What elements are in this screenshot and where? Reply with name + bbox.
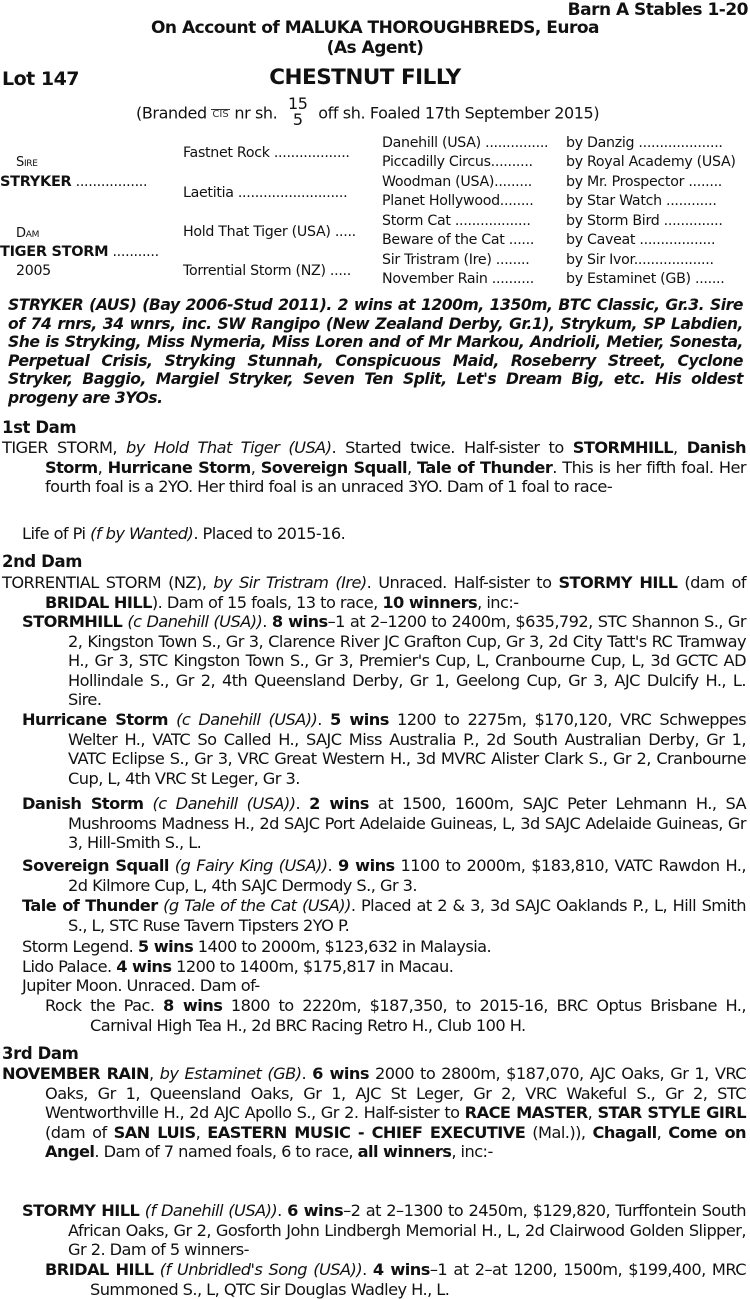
text: . Unraced. Half-sister to (366, 573, 559, 592)
foal-sire: (f by Wanted) (90, 524, 194, 543)
dam-sire: by Estaminet (GB) (159, 1064, 302, 1083)
horse-sire: (c Danehill (USA)) (152, 794, 296, 813)
gen4-3: by Star Watch ............ (566, 193, 717, 209)
horse-name: BRIDAL HILL (45, 1260, 154, 1279)
wins: 6 wins (312, 1064, 369, 1083)
wins: 6 wins (287, 1201, 344, 1220)
sibling: STORMHILL (572, 438, 674, 457)
horse-sire: (c Danehill (USA)) (127, 612, 263, 631)
brand-suffix: off sh. Foaled 17th September 2015) (318, 103, 600, 123)
sibling: Chagall (592, 1122, 657, 1142)
sibling: RACE MASTER (464, 1103, 588, 1123)
section-heading-3rd-dam: 3rd Dam (2, 1044, 79, 1063)
wins: 8 wins (271, 612, 328, 631)
gen3-7: November Rain .......... (382, 271, 534, 287)
dam-sire: by Hold That Tiger (USA) (126, 438, 332, 457)
fraction-bottom: 5 (292, 110, 303, 129)
agent-note: (As Agent) (326, 38, 424, 58)
text: . This is her fifth foal. Her fourth foal is a 2YO. Her third foal is an unraced 3YO. Dam of 1 foal to race- (45, 457, 747, 497)
horse-name: Storm Legend. (22, 937, 134, 956)
text: ). Dam of 15 foals, 13 to race, (151, 592, 383, 612)
text: . Dam of 7 named foals, 6 to race, (94, 1142, 358, 1162)
sire-summary: STRYKER (AUS) (Bay 2006-Stud 2011). 2 wins at 1200m, 1350m, BTC Classic, Gr.3. Sire of 74 rnrs, 34 wnrs, inc. SW Rangipo (New Zealand Derby, Gr.1), Strykum, SP Labdien, She is Stryking, Miss Nymeria, Miss Loren and of Mr Markou, Andrioli, Metier, Sonesta, Perpetual Crisis, Stryking Stunnah, Conspicuous Maid, Roseberry Street, Cyclone Stryker, Baggio, Margiel Stryker, Seven Ten Split, Let's Dream Big, etc. His oldest progeny are 3YOs. (8, 296, 743, 407)
gen4-name: by Caveat (566, 232, 636, 248)
record: 1100 to 2000m, $183,810, VATC Rawdon H., 2d Kilmore Cup, L, 4th SAJC Dermody S., Gr 3. (68, 856, 746, 895)
wins: 4 wins (372, 1260, 430, 1279)
record: –1 at 2–at 1200, 1500m, $199,400, MRC Summoned S., L, QTC Sir Douglas Wadley H., L. (90, 1260, 746, 1299)
text: . Started twice. Half-sister to (331, 438, 573, 457)
horse-name: STORMY HILL (22, 1201, 140, 1220)
brand-fraction (288, 96, 308, 128)
horse-sire: (g Tale of the Cat (USA)) (163, 896, 351, 915)
progeny-stormhill: STORMHILL (c Danehill (USA)). 8 wins–1 at 2–1200 to 2400m, $635,792, STC Shannon S., Gr 2, Kingston Town S., Gr 3, Clarence River JC Grafton Cup, Gr 3, 2d City Tatt's RC Tramway H., Gr 3, STC Kingston Town S., Gr 3, Premier's Cup, L, Cranbourne Cup, L, 3d GCTC AD Hollindale S., Gr 2, 4th Queensland Derby, Gr 1, Geelong Cup, Gr 3, AJC Dulcify H., L. Sire. (22, 612, 746, 710)
dam1-paragraph: TIGER STORM, by Hold That Tiger (USA). Started twice. Half-sister to STORMHILL, Danish Storm, Hurricane Storm, Sovereign Squall, Tale of Thunder. This is her fifth foal. Her fourth foal is a 2YO. Her third foal is an unraced 3YO. Dam of 1 foal to race- (2, 438, 747, 497)
gen3-6: Sir Tristram (Ire) ........ (382, 252, 530, 268)
gen3-1: Piccadilly Circus.......... (382, 154, 533, 170)
progeny-danish-storm: Danish Storm (c Danehill (USA)). 2 wins at 1500, 1600m, SAJC Peter Lehmann H., SA Mushrooms Madness H., 2d SAJC Port Adelaide Guineas, L, 3d SAJC Adelaide Guineas, Gr 3, Hill-Smith S., L. (22, 794, 747, 853)
gen3-5: Beware of the Cat ...... (382, 232, 535, 248)
brand-mark-icon: CIS (212, 108, 229, 120)
horse-name: Danish Storm (22, 794, 144, 813)
wins: 5 wins (137, 937, 194, 956)
gen3-name: Storm Cat (382, 213, 451, 229)
gen3-name: Piccadilly Circus (382, 154, 491, 170)
foal-name: Life of Pi (22, 524, 86, 543)
gen3-name: Danehill (USA) (382, 135, 481, 151)
sibling: SAN LUIS (113, 1122, 196, 1142)
progeny-rock-the-pac (2, 996, 746, 1035)
gen3-name: Beware of the Cat (382, 232, 505, 248)
brand-mid: nr sh. (234, 103, 278, 123)
gen4-name: by Danzig (566, 135, 635, 151)
dam-name: TORRENTIAL STORM (NZ), (2, 573, 207, 592)
horse-name: Sovereign Squall (22, 856, 169, 875)
horse-name: STORMHILL (22, 612, 123, 631)
record: at 1500, 1600m, SAJC Peter Lehmann H., SA Mushrooms Madness H., 2d SAJC Port Adelaide Guineas, L, 3d SAJC Adelaide Guineas, Gr 3, Hill-Smith S., L. (68, 794, 747, 853)
progeny-stormy-hill: STORMY HILL (f Danehill (USA)). 6 wins–2 at 2–1300 to 2450m, $129,820, Turffontein South African Oaks, Gr 2, Gosforth John Lindbergh Memorial H., L, 2d Clairwood Golden Slipper, Gr 2. Dam of 5 winners- (22, 1201, 746, 1260)
section-heading-2nd-dam: 2nd Dam (2, 552, 83, 571)
dam-name: TIGER STORM, (2, 438, 117, 457)
wins: 8 wins (163, 996, 223, 1015)
gen2-name: Laetitia (183, 185, 234, 201)
progeny-lido-palace (22, 957, 746, 977)
page-title: CHESTNUT FILLY (269, 65, 461, 90)
gen3-3: Planet Hollywood........ (382, 193, 534, 209)
progeny-storm-legend (22, 937, 746, 957)
gen2-0: Fastnet Rock .................. (183, 145, 350, 161)
pedigree-table (0, 136, 750, 292)
sibling: EASTERN MUSIC - CHIEF EXECUTIVE (207, 1122, 526, 1142)
horse-sire: (g Fairy King (USA)) (174, 856, 328, 875)
sibling: STORMY HILL (558, 573, 678, 592)
gen4-name: by Sir Ivor (566, 252, 634, 268)
record: 1400 to 2000m, $123,632 in Malaysia. (193, 937, 492, 956)
record: 1200 to 1400m, $175,817 in Macau. (171, 957, 454, 976)
record: . Placed at 2 & 3, 3d SAJC Oaklands P., L, Hill Smith S., L, STC Ruse Tavern Tipsters 2YO P. (68, 896, 746, 935)
sibling: Come on Angel (45, 1122, 746, 1162)
sire-name-cell: STRYKER ................. (0, 174, 148, 190)
text: (Mal.)), (525, 1122, 593, 1142)
gen4-6: by Sir Ivor................... (566, 252, 714, 268)
fraction-top: 15 (288, 94, 308, 113)
record: 1800 to 2220m, $187,350, to 2015-16, BRC Optus Brisbane H., Carnival High Tea H., 2d BRC Racing Retro H., Club 100 H. (90, 996, 746, 1035)
text: . Placed to 2015-16. (193, 524, 346, 543)
wins: 9 wins (338, 856, 395, 875)
gen4-0: by Danzig .................... (566, 135, 723, 151)
dam-label: Dam (16, 226, 40, 241)
brand-line (136, 94, 600, 130)
vendor-line: On Account of MALUKA THOROUGHBREDS, Euroa (150, 18, 599, 38)
brand-prefix: (Branded (136, 103, 207, 123)
gen3-name: Sir Tristram (Ire) (382, 252, 492, 268)
dam-name: NOVEMBER RAIN (2, 1064, 149, 1083)
text: 2000 to 2800m, $187,070, AJC Oaks, Gr 1, VRC Oaks, Gr 1, Queensland Oaks, Gr 1, AJC St Leger, Gr 2, VRC Wakeful S., Gr 2, STC Wentworthville H., 2d AJC Apollo S., Gr 2. Half-sister to (45, 1064, 746, 1123)
horse-name: Lido Palace. (22, 957, 112, 976)
gen2-3: Torrential Storm (NZ) ..... (183, 263, 351, 279)
text: (dam of (677, 573, 746, 592)
sire-name: STRYKER (0, 174, 72, 190)
wins: 2 wins (309, 794, 369, 813)
progeny-sovereign-squall: Sovereign Squall (g Fairy King (USA)). 9 wins 1100 to 2000m, $183,810, VATC Rawdon H., 2d Kilmore Cup, L, 4th SAJC Dermody S., Gr 3. (22, 856, 746, 895)
dam-sire: by Sir Tristram (Ire) (213, 573, 367, 592)
gen3-name: November Rain (382, 271, 488, 287)
gen2-name: Torrential Storm (NZ) (183, 263, 326, 279)
text: , inc:- (477, 592, 519, 612)
gen4-5: by Caveat .................. (566, 232, 716, 248)
sire-label: Sire (16, 155, 38, 170)
gen2-name: Hold That Tiger (USA) (183, 224, 331, 240)
horse-name: Rock the Pac. (45, 996, 155, 1015)
gen4-name: by Star Watch (566, 193, 662, 209)
horse-sire: (f Danehill (USA)) (144, 1201, 278, 1220)
gen4-2: by Mr. Prospector ........ (566, 174, 723, 190)
sibling: BRIDAL HILL (45, 592, 152, 612)
horse-sire: (f Unbridled's Song (USA)) (159, 1260, 363, 1279)
text: (dam of (45, 1122, 114, 1142)
gen3-name: Woodman (USA) (382, 174, 495, 190)
gen4-name: by Storm Bird (566, 213, 660, 229)
dam-name-cell: TIGER STORM ........... (0, 244, 159, 260)
progeny-tale-of-thunder (2, 896, 746, 935)
gen2-name: Fastnet Rock (183, 145, 270, 161)
wins: 5 wins (330, 710, 389, 729)
gen4-name: by Mr. Prospector (566, 174, 685, 190)
winners: 10 winners (382, 592, 478, 612)
progeny-hurricane-storm: Hurricane Storm (c Danehill (USA)). 5 wins 1200 to 2275m, $170,120, VRC Schweppes Welter H., VATC So Called H., SAJC Miss Australia P., 2d South Australian Derby, Gr 1, VATC Eclipse S., Gr 3, VRC Great Western H., 3d MVRC Alister Clark S., Gr 2, Cranbourne Cup, L, 4th VRC St Leger, Gr 3. (22, 710, 746, 788)
horse-name: Tale of Thunder (22, 896, 158, 915)
sibling: Danish Storm (45, 438, 746, 477)
record: –1 at 2–1200 to 2400m, $635,792, STC Shannon S., Gr 2, Kingston Town S., Gr 3, Clarence River JC Grafton Cup, Gr 3, 2d City Tatt's RC Tramway H., Gr 3, STC Kingston Town S., Gr 3, Premier's Cup, L, Cranbourne Cup, L, 3d GCTC AD Hollindale S., Gr 2, 4th Queensland Derby, Gr 1, Geelong Cup, Gr 3, AJC Dulcify H., L. Sire. (68, 612, 746, 710)
dam-name: TIGER STORM (0, 244, 109, 260)
horse-sire: (c Danehill (USA)) (176, 710, 318, 729)
dam3-paragraph: NOVEMBER RAIN, by Estaminet (GB). 6 wins 2000 to 2800m, $187,070, AJC Oaks, Gr 1, VRC Oaks, Gr 1, Queensland Oaks, Gr 1, AJC St Leger, Gr 2, VRC Wakeful S., Gr 2, STC Wentworthville H., 2d AJC Apollo S., Gr 2. Half-sister to RACE MASTER, STAR STYLE GIRL (dam of SAN LUIS, EASTERN MUSIC - CHIEF EXECUTIVE (Mal.)), Chagall, Come on Angel. Dam of 7 named foals, 6 to race, all winners, inc:- (2, 1064, 746, 1162)
record: –2 at 2–1300 to 2450m, $129,820, Turffontein South African Oaks, Gr 2, Gosforth John Lindbergh Memorial H., L, 2d Clairwood Golden Slipper, Gr 2. Dam of 5 winners- (68, 1201, 746, 1260)
gen3-4: Storm Cat .................. (382, 213, 531, 229)
gen2-2: Hold That Tiger (USA) ..... (183, 224, 356, 240)
barn-location: Barn A Stables 1-20 (567, 0, 748, 20)
text: , inc:- (451, 1142, 493, 1162)
section-heading-1st-dam: 1st Dam (2, 418, 77, 437)
gen3-name: Planet Hollywood (382, 193, 500, 209)
gen4-name: by Royal Academy (USA) (566, 154, 736, 170)
sibling: Hurricane Storm (107, 457, 251, 477)
gen2-1: Laetitia .......................... (183, 185, 348, 201)
horse-name: Hurricane Storm (22, 710, 168, 729)
progeny-bridal-hill: BRIDAL HILL (f Unbridled's Song (USA)). 4 wins–1 at 2–at 1200, 1500m, $199,400, MRC Summoned S., L, QTC Sir Douglas Wadley H., L. (45, 1260, 746, 1299)
winners: all winners (357, 1142, 452, 1162)
gen3-2: Woodman (USA)......... (382, 174, 532, 190)
record: 1200 to 2275m, $170,120, VRC Schweppes Welter H., VATC So Called H., SAJC Miss Australia P., 2d South Australian Derby, Gr 1, VATC Eclipse S., Gr 3, VRC Great Western H., 3d MVRC Alister Clark S., Gr 2, Cranbourne Cup, L, 4th VRC St Leger, Gr 3. (68, 710, 746, 788)
sibling: Sovereign Squall (260, 457, 408, 477)
dam-year: 2005 (16, 263, 51, 279)
sibling: STAR STYLE GIRL (597, 1103, 746, 1123)
gen4-name: by Estaminet (GB) (566, 271, 691, 287)
sibling: Tale of Thunder (417, 457, 553, 477)
dam2-paragraph (2, 573, 746, 612)
progeny-jupiter-moon: Jupiter Moon. Unraced. Dam of- (22, 976, 260, 995)
lot-number: Lot 147 (2, 68, 80, 90)
dam1-foal (22, 524, 746, 544)
wins: 4 wins (116, 957, 172, 976)
gen4-1 (566, 153, 736, 173)
gen4-4: by Storm Bird .............. (566, 213, 723, 229)
gen4-7: by Estaminet (GB) ....... (566, 271, 725, 287)
gen3-0: Danehill (USA) ............... (382, 135, 549, 151)
